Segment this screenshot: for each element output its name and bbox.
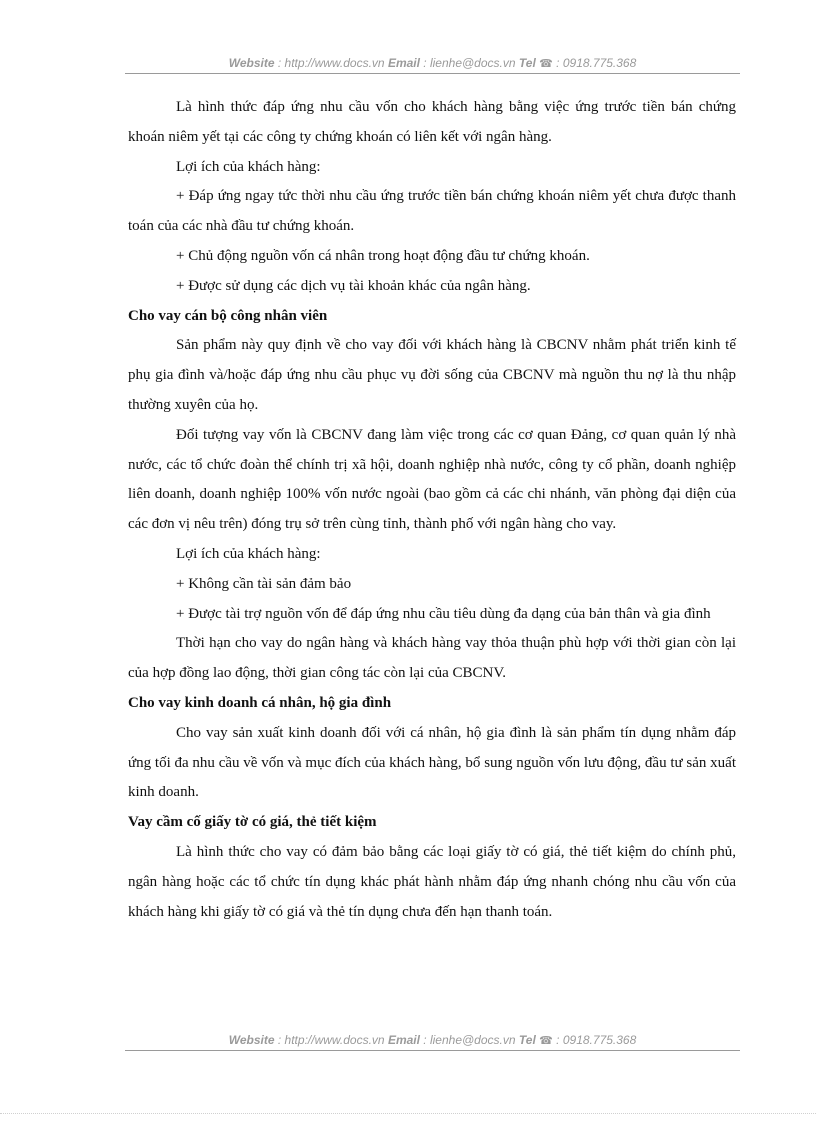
phone-number: 0918.775.368	[562, 56, 637, 70]
bullet-paragraph: + Được tài trợ nguồn vốn để đáp ứng nhu cầu tiêu dùng đa dạng của bản thân và gia đình	[176, 605, 711, 622]
website-url[interactable]: http://www.docs.vn	[284, 56, 385, 70]
email-separator: :	[419, 56, 430, 70]
section-heading: Cho vay cán bộ công nhân viên	[128, 307, 328, 324]
paragraph: Lợi ích của khách hàng:	[176, 545, 321, 562]
paragraph: Thời hạn cho vay do ngân hàng và khách hàng vay thỏa thuận phù hợp với thời gian còn lại của hợp đồng lao động, thời gian công tác còn lại của CBCNV.	[128, 635, 736, 682]
paragraph: Là hình thức cho vay có đảm bảo bằng các loại giấy tờ có giá, thẻ tiết kiệm do chính phủ, ngân hàng hoặc các tổ chức tín dụng khác phát hành nhằm đáp ứng nhanh chóng nhu cầu vốn của khách hàng khi giấy tờ có giá và thẻ tín dụng chưa đến hạn thanh toán.	[128, 843, 736, 920]
bullet-paragraph: + Được sử dụng các dịch vụ tài khoản khác của ngân hàng.	[176, 277, 531, 294]
tel-separator: :	[552, 1033, 563, 1047]
website-label: Website	[228, 56, 275, 70]
website-separator: :	[274, 1033, 285, 1047]
email-separator: :	[419, 1033, 430, 1047]
paragraph: Cho vay sản xuất kinh doanh đối với cá nhân, hộ gia đình là sản phẩm tín dụng nhằm đáp ứng tối đa nhu cầu về vốn và mục đích của khách hàng, bổ sung nguồn vốn lưu động, đầu tư sản xuất kinh doanh.	[128, 724, 736, 801]
website-separator: :	[274, 56, 285, 70]
paragraph: Lợi ích của khách hàng:	[176, 158, 321, 175]
phone-icon: ☎	[539, 58, 553, 70]
document-body	[128, 93, 736, 927]
email-address[interactable]: lienhe@docs.vn	[429, 1033, 516, 1047]
page-bottom-divider	[0, 1113, 816, 1114]
email-label: Email	[387, 1033, 420, 1047]
paragraph: Đối tượng vay vốn là CBCNV đang làm việc trong các cơ quan Đảng, cơ quan quản lý nhà nước, các tổ chức đoàn thể chính trị xã hội, doanh nghiệp nhà nước, công ty cổ phần, doanh nghiệp liên doanh, doanh nghiệp 100% vốn nước ngoài (bao gồm cả các chi nhánh, văn phòng đại diện của các đơn vị nêu trên) đóng trụ sở trên cùng tỉnh, thành phố với ngân hàng cho vay.	[128, 426, 736, 533]
paragraph: Sản phẩm này quy định về cho vay đối với khách hàng là CBCNV nhằm phát triển kinh tế phụ gia đình và/hoặc đáp ứng nhu cầu phục vụ đời sống của CBCNV mà nguồn thu nợ là thu nhập thường xuyên của họ.	[128, 337, 736, 413]
website-url[interactable]: http://www.docs.vn	[284, 1033, 385, 1047]
tel-label: Tel	[518, 56, 536, 70]
bullet-paragraph: + Chủ động nguồn vốn cá nhân trong hoạt động đầu tư chứng khoán.	[176, 247, 590, 264]
bullet-paragraph: + Đáp ứng ngay tức thời nhu cầu ứng trước tiền bán chứng khoán niêm yết chưa được thanh toán của các nhà đầu tư chứng khoán.	[128, 188, 736, 235]
page-footer	[125, 1033, 740, 1051]
bullet-paragraph: + Không cần tài sản đảm bảo	[176, 575, 352, 592]
phone-number: 0918.775.368	[562, 1033, 637, 1047]
tel-label: Tel	[518, 1033, 536, 1047]
page-header	[125, 56, 740, 74]
website-label: Website	[228, 1033, 275, 1047]
section-heading: Cho vay kinh doanh cá nhân, hộ gia đình	[128, 694, 392, 711]
section-heading: Vay cầm cố giấy tờ có giá, thẻ tiết kiệm	[128, 814, 377, 831]
email-address[interactable]: lienhe@docs.vn	[429, 56, 516, 70]
phone-icon: ☎	[539, 1035, 553, 1047]
paragraph: Là hình thức đáp ứng nhu cầu vốn cho khách hàng bằng việc ứng trước tiền bán chứng khoán niêm yết tại các công ty chứng khoán có liên kết với ngân hàng.	[128, 99, 736, 145]
email-label: Email	[387, 56, 420, 70]
tel-separator: :	[552, 56, 563, 70]
